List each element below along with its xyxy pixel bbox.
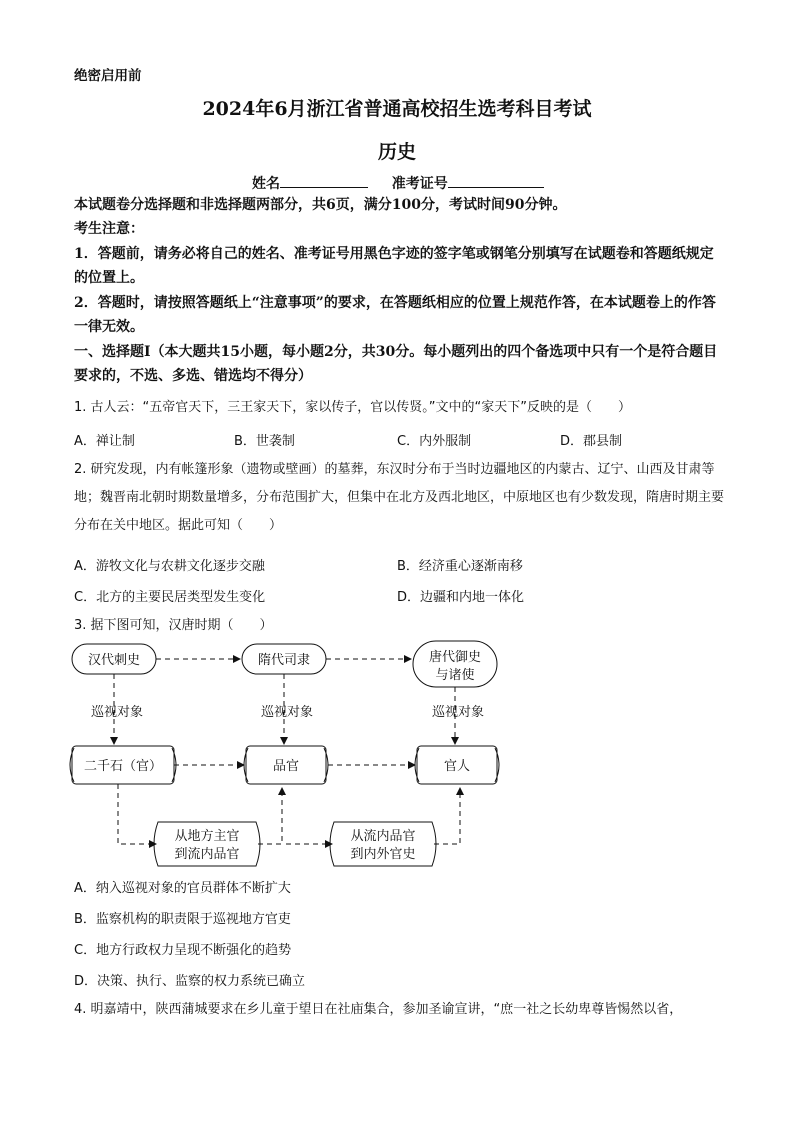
q3-option-c: C．地方行政权力呈现不断强化的趋势 <box>74 943 292 958</box>
candidate-info-row <box>252 172 544 193</box>
note-1: 1．答题前，请务必将自己的姓名、准考证号用黑色字迹的签字笔或钢笔分别填写在试题卷和答题纸规定的位置上。 <box>74 246 714 286</box>
diagram-scroll1-line2: 到流内品官 <box>174 847 240 862</box>
q2-option-c: C．北方的主要民居类型发生变化 <box>74 590 266 605</box>
exam-title: 2024年6月浙江省普通高校招生选考科目考试 <box>202 98 592 120</box>
diagram-mid-2: 品官 <box>272 759 300 774</box>
q1-option-a: A．禅让制 <box>74 434 135 449</box>
q3-option-d: D．决策、执行、监察的权力系统已确立 <box>74 974 306 989</box>
q2-option-b: B．经济重心逐渐南移 <box>397 559 523 574</box>
name-blank <box>280 172 368 188</box>
notes-title: 考生注意： <box>74 221 144 237</box>
note-2: 2．答题时，请按照答题纸上“注意事项”的要求，在答题纸相应的位置上规范作答，在本试题卷上的作答一律无效。 <box>74 295 716 335</box>
id-blank <box>448 172 544 188</box>
question-3-stem: 3. 据下图可知，汉唐时期（ ） <box>74 618 273 633</box>
diagram-scroll1-line1: 从地方主官 <box>174 829 240 844</box>
q1-option-b: B．世袭制 <box>234 434 295 449</box>
question-1-stem: 1. 古人云：“五帝官天下，三王家天下，家以传子，官以传贤。”文中的“家天下”反映的是（ ） <box>74 400 631 415</box>
section-heading: 一、选择题Ⅰ（本大题共15小题，每小题2分，共30分。每小题列出的四个备选项中只有一个是符合题目要求的，不选、多选、错选均不得分） <box>74 344 718 384</box>
supervision-diagram <box>60 636 520 872</box>
confidential-label: 绝密启用前 <box>74 68 142 84</box>
diagram-mid-1: 二千石（官） <box>83 759 163 774</box>
diagram-mid-3: 官人 <box>443 759 471 774</box>
id-label: 准考证号 <box>391 176 448 192</box>
q2-option-d: D．边疆和内地一体化 <box>397 590 525 605</box>
diagram-scroll2-line2: 到内外官史 <box>350 847 416 862</box>
q3-option-a: A．纳入巡视对象的官员群体不断扩大 <box>74 881 291 896</box>
q1-option-d: D．郡县制 <box>560 434 623 449</box>
diagram-top-3: 唐代御史 <box>428 650 482 665</box>
question-2-stem: 2. 研究发现，内有帐篷形象（遗物或壁画）的墓葬，东汉时分布于当时边疆地区的内蒙古、辽宁、山西及甘肃等地；魏晋南北朝时期数量增多，分布范围扩大，但集中在北方及西北地区，中原地区也有少数发现，隋唐时期主要分布在关中地区。据此可知（ ） <box>74 462 725 533</box>
intro-text: 本试题卷分选择题和非选择题两部分，共6页，满分100分，考试时间90分钟。 <box>74 197 567 213</box>
q1-option-c: C．内外服制 <box>397 434 472 449</box>
subject-title: 历史 <box>377 141 416 163</box>
diagram-inspect-3: 巡视对象 <box>431 705 485 720</box>
q2-option-a: A．游牧文化与农耕文化逐步交融 <box>74 559 265 574</box>
diagram-inspect-2: 巡视对象 <box>260 705 314 720</box>
name-label: 姓名 <box>252 176 280 192</box>
diagram-top-3-line2: 与诸使 <box>435 668 475 683</box>
diagram-scroll2-line1: 从流内品官 <box>350 829 416 844</box>
q3-option-b: B．监察机构的职责限于巡视地方官吏 <box>74 912 291 927</box>
question-4-stem: 4. 明嘉靖中，陕西蒲城要求在乡儿童于望日在社庙集合，参加圣谕宣讲，“庶一社之长幼卑尊皆惕然以省， <box>74 1002 683 1017</box>
diagram-top-1: 汉代刺史 <box>87 653 141 668</box>
diagram-top-2: 隋代司隶 <box>257 653 311 668</box>
diagram-inspect-1: 巡视对象 <box>90 705 144 720</box>
